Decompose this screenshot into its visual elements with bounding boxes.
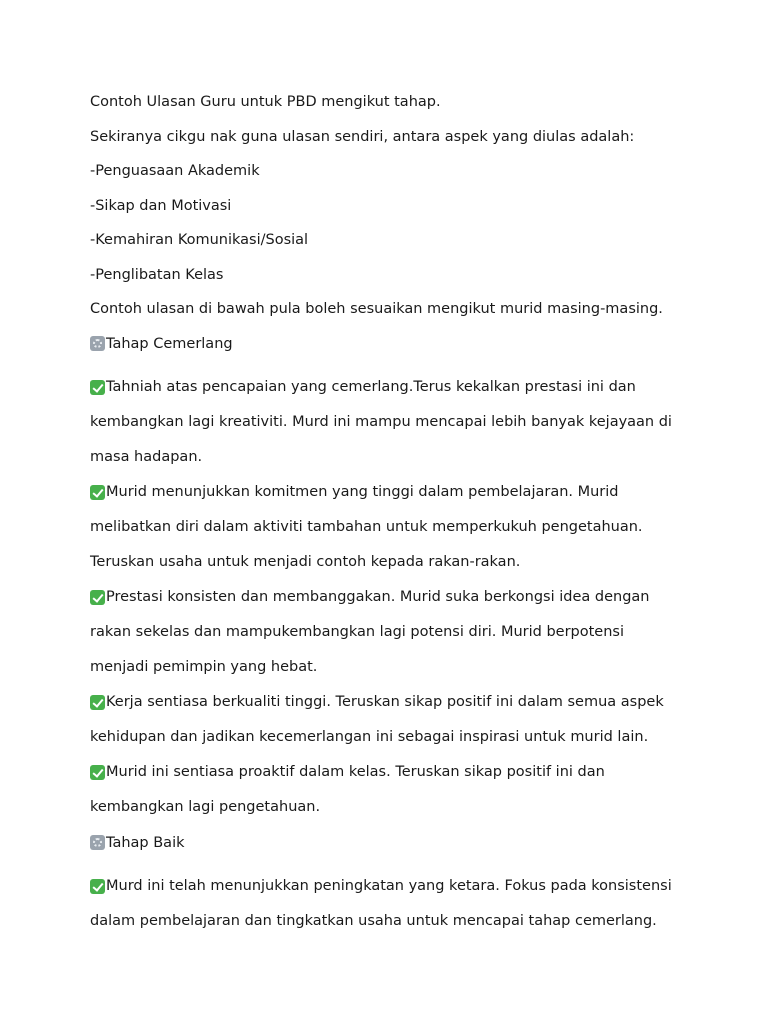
comment-line: dalam pembelajaran dan tingkatkan usaha untuk mencapai tahap cemerlang. [90, 912, 657, 929]
check-icon [90, 590, 105, 605]
comment-line: Tahniah atas pencapaian yang cemerlang.Terus kekalkan prestasi ini dan [106, 378, 636, 395]
comment-line: Murid ini sentiasa proaktif dalam kelas. Teruskan sikap positif ini dan [106, 763, 605, 780]
aspect-item: -Sikap dan Motivasi [90, 197, 232, 214]
comment-item [90, 869, 690, 939]
comment-item [90, 580, 690, 685]
comment-item [90, 685, 690, 755]
comment-line: kehidupan dan jadikan kecemerlangan ini sebagai inspirasi untuk murid lain. [90, 728, 649, 745]
comment-line: kembangkan lagi kreativiti. Murd ini mampu mencapai lebih banyak kejayaan di [90, 413, 672, 430]
comment-line: kembangkan lagi pengetahuan. [90, 798, 321, 815]
aspect-item: -Penglibatan Kelas [90, 266, 224, 283]
comment-line: menjadi pemimpin yang hebat. [90, 658, 318, 675]
section-heading [90, 833, 690, 853]
check-icon [90, 485, 105, 500]
intro-text: Sekiranya cikgu nak guna ulasan sendiri, antara aspek yang diulas adalah: [90, 128, 635, 145]
check-icon [90, 695, 105, 710]
section-title: Tahap Cemerlang [106, 335, 233, 352]
check-icon [90, 879, 105, 894]
comment-item [90, 755, 690, 825]
document-body [90, 92, 690, 939]
comment-line: melibatkan diri dalam aktiviti tambahan untuk memperkukuh pengetahuan. [90, 518, 643, 535]
section-tahap-baik [90, 833, 690, 939]
section-tahap-cemerlang [90, 334, 690, 825]
comment-item [90, 475, 690, 580]
intro-block [90, 92, 690, 319]
comment-line: Murd ini telah menunjukkan peningkatan yang ketara. Fokus pada konsistensi [106, 877, 672, 894]
comment-line: Kerja sentiasa berkualiti tinggi. Teruskan sikap positif ini dalam semua aspek [106, 693, 664, 710]
check-icon [90, 380, 105, 395]
aspect-item: -Penguasaan Akademik [90, 163, 260, 179]
comment-line: masa hadapan. [90, 448, 203, 465]
comment-line: rakan sekelas dan mampukembangkan lagi potensi diri. Murid berpotensi [90, 623, 624, 640]
gear-icon [90, 336, 105, 351]
comment-line: Prestasi konsisten dan membanggakan. Murid suka berkongsi idea dengan [106, 588, 650, 605]
section-title: Tahap Baik [106, 834, 185, 851]
doc-title: Contoh Ulasan Guru untuk PBD mengikut tahap. [90, 94, 441, 110]
comment-item [90, 370, 690, 475]
section-heading [90, 334, 690, 354]
intro-note: Contoh ulasan di bawah pula boleh sesuaikan mengikut murid masing-masing. [90, 301, 663, 317]
comment-line: Teruskan usaha untuk menjadi contoh kepada rakan-rakan. [90, 553, 521, 570]
check-icon [90, 765, 105, 780]
aspect-item: -Kemahiran Komunikasi/Sosial [90, 232, 309, 248]
comment-line: Murid menunjukkan komitmen yang tinggi dalam pembelajaran. Murid [106, 483, 619, 500]
gear-icon [90, 835, 105, 850]
